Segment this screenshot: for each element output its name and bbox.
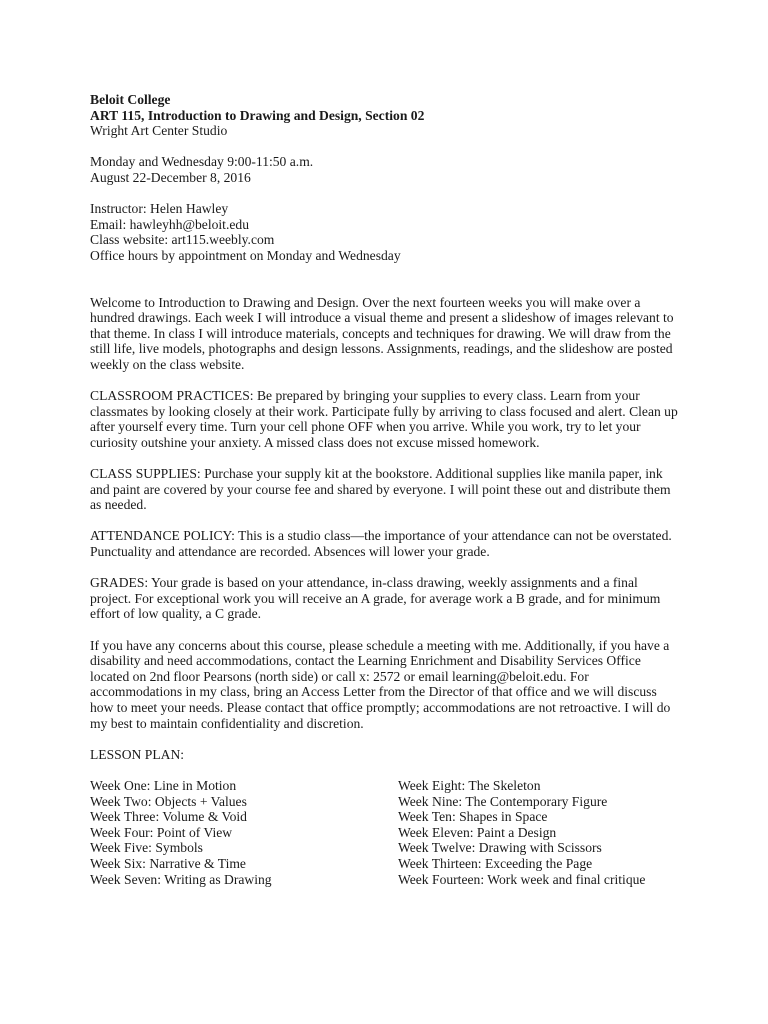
- college-name: Beloit College: [90, 92, 171, 107]
- list-item: Week Six: Narrative & Time: [90, 855, 246, 871]
- list-item: Week Thirteen: Exceeding the Page: [398, 855, 593, 871]
- lesson-plan-list: [90, 778, 680, 888]
- meeting-days-time: Monday and Wednesday 9:00-11:50 a.m.: [90, 154, 314, 170]
- class-website: Class website: art115.weebly.com: [90, 232, 275, 248]
- list-item: Week Three: Volume & Void: [90, 809, 247, 825]
- list-item: Week Ten: Shapes in Space: [398, 809, 548, 825]
- accommodations-paragraph: If you have any concerns about this course, please schedule a meeting with me. Additionally, if you have a disability and need accommodations, contact the Learning Enrichment and Disability Services Office located on 2nd floor Pearsons (north side) or call x: 2572 or email learning@beloit.edu. For accommodations in my class, bring an Access Letter from the Director of that office and we will discuss how to meet your needs. Please contact that office promptly; accommodations are not retroactive. I will do my best to maintain confidentiality and discretion.: [90, 637, 671, 731]
- lesson-plan-left-column: [90, 778, 272, 887]
- contact-block: [90, 201, 680, 263]
- list-item: Week Five: Symbols: [90, 840, 203, 856]
- list-item: Week Fourteen: Work week and final critique: [398, 871, 646, 887]
- classroom-practices-paragraph: CLASSROOM PRACTICES: Be prepared by bringing your supplies to every class. Learn from your classmates by looking closely at their work. Participate fully by arriving to class focused and alert. Clean up after yourself every time. Turn your cell phone OFF when you arrive. While you work, try to let your curiosity outshine your anxiety. A missed class does not excuse missed homework.: [90, 388, 678, 450]
- course-dates: August 22-December 8, 2016: [90, 169, 251, 185]
- list-item: Week Seven: Writing as Drawing: [90, 871, 272, 887]
- grades-paragraph: GRADES: Your grade is based on your attendance, in-class drawing, weekly assignments and a final project. For exceptional work you will receive an A grade, for average work a B grade, and for minimum effort of low quality, a C grade.: [90, 575, 661, 622]
- list-item: Week Twelve: Drawing with Scissors: [398, 840, 602, 856]
- course-title: ART 115, Introduction to Drawing and Design, Section 02: [90, 107, 425, 123]
- list-item: Week Four: Point of View: [90, 824, 233, 840]
- course-location: Wright Art Center Studio: [90, 123, 228, 139]
- lesson-plan-right-column: [398, 778, 645, 887]
- list-item: Week Two: Objects + Values: [90, 793, 247, 809]
- list-item: Week One: Line in Motion: [90, 777, 237, 793]
- instructor-email: Email: hawleyhh@beloit.edu: [90, 216, 249, 232]
- class-supplies-paragraph: CLASS SUPPLIES: Purchase your supply kit at the bookstore. Additional supplies like manila paper, ink and paint are covered by your course fee and shared by everyone. I will point these out and distribute them as needed.: [90, 466, 671, 513]
- schedule-block: [90, 154, 680, 185]
- list-item: Week Nine: The Contemporary Figure: [398, 793, 608, 809]
- office-hours: Office hours by appointment on Monday and Wednesday: [90, 247, 401, 263]
- header-block: [90, 92, 680, 139]
- list-item: Week Eleven: Paint a Design: [398, 824, 557, 840]
- syllabus-page: [90, 92, 680, 888]
- lesson-plan-heading: LESSON PLAN:: [90, 746, 185, 762]
- attendance-policy-paragraph: ATTENDANCE POLICY: This is a studio class—the importance of your attendance can not be overstated. Punctuality and attendance are recorded. Absences will lower your grade.: [90, 528, 672, 560]
- welcome-paragraph: Welcome to Introduction to Drawing and Design. Over the next fourteen weeks you will make over a hundred drawings. Each week I will introduce a visual theme and present a slideshow of images relevant to that theme. In class I will introduce materials, concepts and techniques for drawing. We will draw from the still life, live models, photographs and design lessons. Assignments, readings, and the slideshow are posted weekly on the class website.: [90, 294, 674, 372]
- instructor-name: Instructor: Helen Hawley: [90, 201, 229, 217]
- list-item: Week Eight: The Skeleton: [398, 777, 541, 793]
